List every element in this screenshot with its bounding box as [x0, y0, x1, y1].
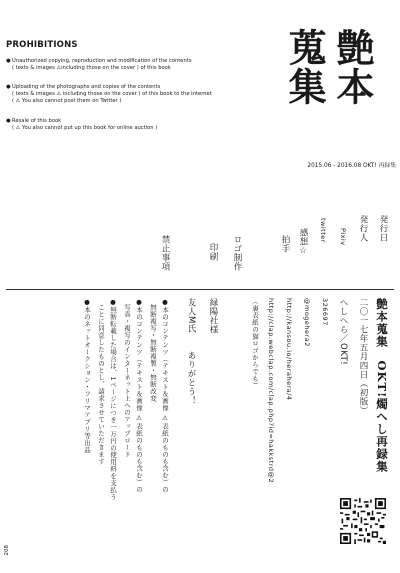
page-number: 208	[4, 545, 10, 556]
qr-code-icon[interactable]	[340, 498, 386, 544]
prohibition-line: ( texts & images ⚠ including those on the cover ) of this book to the Internet	[12, 91, 212, 98]
bullet-icon: ●	[135, 298, 143, 307]
prohibition-item-copying	[6, 58, 266, 72]
forbidden-item: ●本のネットオークション・フリマアプリ等出品	[83, 298, 91, 454]
prohibition-line: Unauthorized copying, reproduction and modification of the contents	[12, 58, 192, 64]
feedback-link[interactable]: http://kansou.io/herahera/4	[285, 298, 293, 401]
prohibition-item-resale	[6, 118, 266, 132]
pixiv-label: Pixiv	[339, 228, 347, 246]
bullet-icon: ●	[6, 84, 11, 90]
logo-credit-label: ロゴ制作	[232, 235, 242, 271]
twitter-label: twitter	[319, 218, 327, 243]
date-label: 発行日	[378, 215, 388, 242]
friend-thanks: 友人M氏 ありがとう！	[186, 298, 196, 405]
prohibition-item-uploading	[6, 84, 266, 106]
bullet-icon: ●	[109, 298, 117, 307]
applause-note: （裏表紙の猫ロゴからでも）	[251, 298, 259, 389]
bullet-icon: ●	[83, 298, 91, 307]
feedback-label: 感想☆	[298, 228, 308, 257]
applause-link[interactable]: http://clap.webclap.com/clap.php?id=hakkstrd@2	[267, 298, 275, 484]
date-value: 二〇一七年五月四日（初版）	[358, 298, 368, 415]
printing-label: 印刷	[208, 243, 218, 261]
prohibitions-heading: PROHIBITIONS	[6, 40, 78, 50]
book-title-part-2: 蒐集	[282, 28, 327, 106]
bullet-icon: ●	[6, 58, 11, 64]
forbidden-item-cont: ことに同意したものとし、請求させていただきます	[97, 304, 105, 465]
prohibition-line: Uploading of the photographs and copies of the contents	[12, 84, 161, 90]
bullet-icon: ●	[6, 118, 11, 124]
prohibition-line: Resale of this book	[12, 118, 62, 124]
bullet-icon: ●	[161, 298, 169, 307]
book-title-block	[280, 28, 390, 144]
forbidden-item: ●無断転載した場合は、1ページにつき一万円の使用料を支払う	[109, 298, 117, 501]
prohibition-line: ( texts & images ⚠including those on the cover ) of this book	[12, 65, 171, 72]
twitter-value: @mogehera2	[303, 298, 311, 347]
prohibition-line: ( ⚠ You also cannot post them on Twitter )	[12, 98, 122, 105]
publisher-value: へしへら／OKT!	[338, 298, 348, 366]
forbidden-item-cont: 無断複写・無断複製・無断改変	[149, 304, 157, 402]
prohibition-line: ( ⚠ You also cannot put up this book for online auction )	[12, 125, 158, 132]
colophon-book-title: 艶本蒐集 OKT!燭へし再録集	[375, 298, 389, 474]
printing-value: 緑陽社様	[208, 298, 218, 334]
forbidden-item: ●本のコンテンツ（テキスト＆画像 ⚠表紙のものも含む）の	[161, 298, 169, 493]
forbidden-label: 禁止事項	[160, 235, 170, 271]
applause-label: 拍手	[280, 235, 290, 253]
book-title-part-1: 艶本	[330, 28, 375, 106]
colophon-divider	[6, 289, 394, 290]
forbidden-item: ●本のコンテンツ（テキスト＆画像 ⚠表紙のものも含む）の	[135, 298, 143, 493]
title-dates: 2015.06 - 2016.08 OKT! 再録集	[307, 163, 396, 169]
publisher-label: 発行人	[358, 215, 368, 242]
pixiv-value: 326697	[321, 298, 329, 326]
forbidden-item-cont: 写真・複写のインターネット上へのアップロード	[123, 304, 131, 458]
